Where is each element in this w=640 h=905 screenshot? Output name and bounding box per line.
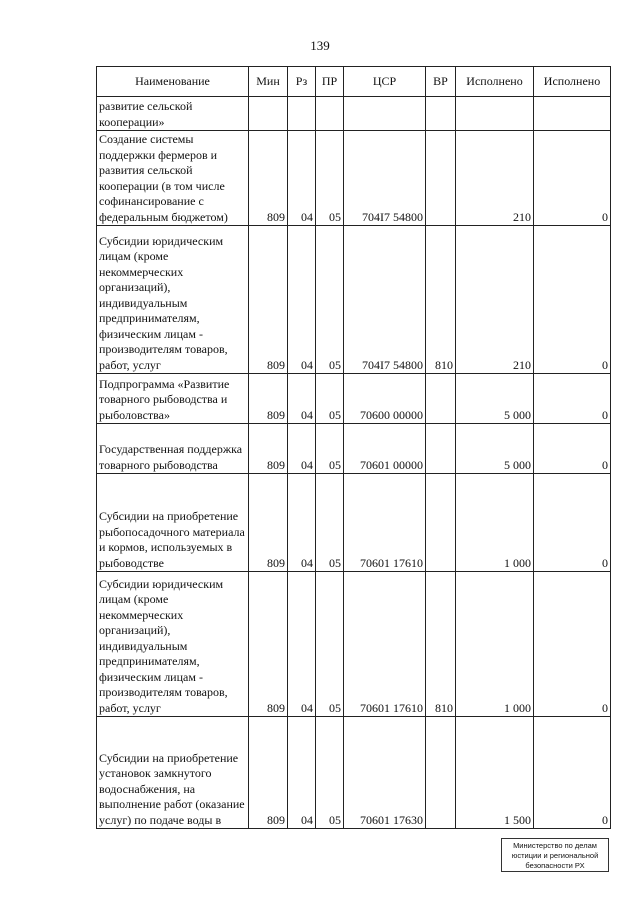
row-name: Подпрограмма «Развитие товарного рыбоводства и рыболовства» xyxy=(97,374,249,424)
row-csr: 704I7 54800 xyxy=(344,226,426,374)
row-min: 809 xyxy=(249,474,288,572)
row-min: 809 xyxy=(249,226,288,374)
row-executed-2: 0 xyxy=(534,717,611,829)
row-pr: 05 xyxy=(316,424,344,474)
row-executed-2: 0 xyxy=(534,226,611,374)
table-header-row xyxy=(97,67,611,97)
table-row xyxy=(97,97,611,131)
row-pr: 05 xyxy=(316,374,344,424)
row-csr xyxy=(344,97,426,131)
row-rz: 04 xyxy=(288,424,316,474)
row-pr: 05 xyxy=(316,226,344,374)
row-name: Субсидии на приобретение рыбопосадочного материала и кормов, используемых в рыбоводстве xyxy=(97,474,249,572)
row-csr: 70600 00000 xyxy=(344,374,426,424)
row-min: 809 xyxy=(249,572,288,717)
row-vr xyxy=(426,474,456,572)
row-rz: 04 xyxy=(288,131,316,226)
row-name: Субсидии юридическим лицам (кроме некоммерческих организаций), индивидуальным предпринимателям, физическим лицам - производителям товаров, работ, услуг xyxy=(97,226,249,374)
column-header-csr: ЦСР xyxy=(344,67,426,97)
row-executed-2 xyxy=(534,97,611,131)
row-executed-1 xyxy=(456,97,534,131)
row-rz: 04 xyxy=(288,717,316,829)
column-header-vr: ВР xyxy=(426,67,456,97)
row-pr: 05 xyxy=(316,474,344,572)
table-row xyxy=(97,572,611,717)
column-header-rz: Рз xyxy=(288,67,316,97)
table-row xyxy=(97,131,611,226)
row-executed-1: 210 xyxy=(456,226,534,374)
row-min: 809 xyxy=(249,131,288,226)
ministry-stamp xyxy=(501,838,609,872)
row-rz: 04 xyxy=(288,226,316,374)
column-header-pr: ПР xyxy=(316,67,344,97)
row-executed-2: 0 xyxy=(534,424,611,474)
table-row xyxy=(97,424,611,474)
row-min: 809 xyxy=(249,424,288,474)
row-executed-1: 1 000 xyxy=(456,474,534,572)
row-rz: 04 xyxy=(288,572,316,717)
row-name: Государственная поддержка товарного рыбоводства xyxy=(97,424,249,474)
page-number: 139 xyxy=(310,38,330,53)
row-executed-2: 0 xyxy=(534,131,611,226)
row-pr: 05 xyxy=(316,131,344,226)
row-executed-2: 0 xyxy=(534,572,611,717)
row-vr xyxy=(426,374,456,424)
table-row xyxy=(97,717,611,829)
row-executed-1: 210 xyxy=(456,131,534,226)
column-header-name: Наименование xyxy=(97,67,249,97)
row-csr: 70601 17610 xyxy=(344,474,426,572)
stamp-line: Министерство по делам xyxy=(513,841,597,850)
row-vr xyxy=(426,424,456,474)
table-row xyxy=(97,374,611,424)
row-executed-1: 5 000 xyxy=(456,374,534,424)
column-header-executed-1: Исполнено xyxy=(456,67,534,97)
row-rz: 04 xyxy=(288,474,316,572)
row-vr xyxy=(426,97,456,131)
row-pr: 05 xyxy=(316,717,344,829)
column-header-executed-2: Исполнено xyxy=(534,67,611,97)
row-vr xyxy=(426,131,456,226)
row-csr: 70601 17610 xyxy=(344,572,426,717)
row-min: 809 xyxy=(249,717,288,829)
budget-table xyxy=(96,66,611,829)
row-name: Субсидии юридическим лицам (кроме некоммерческих организаций), индивидуальным предпринимателям, физическим лицам - производителям товаров, работ, услуг xyxy=(97,572,249,717)
row-min: 809 xyxy=(249,374,288,424)
row-name: Создание системы поддержки фермеров и развития сельской кооперации (в том числе софинансирование с федеральным бюджетом) xyxy=(97,131,249,226)
row-executed-2: 0 xyxy=(534,474,611,572)
row-csr: 704I7 54800 xyxy=(344,131,426,226)
row-name: Субсидии на приобретение установок замкнутого водоснабжения, на выполнение работ (оказание услуг) по подаче воды в xyxy=(97,717,249,829)
row-pr: 05 xyxy=(316,572,344,717)
row-min xyxy=(249,97,288,131)
row-vr: 810 xyxy=(426,226,456,374)
column-header-min: Мин xyxy=(249,67,288,97)
row-rz xyxy=(288,97,316,131)
row-csr: 70601 00000 xyxy=(344,424,426,474)
row-executed-2: 0 xyxy=(534,374,611,424)
row-pr xyxy=(316,97,344,131)
stamp-line: юстиции и региональной xyxy=(511,851,599,860)
row-name: развитие сельской кооперации» xyxy=(97,97,249,131)
table-row xyxy=(97,474,611,572)
row-csr: 70601 17630 xyxy=(344,717,426,829)
stamp-line: безопасности РХ xyxy=(525,861,585,870)
table-row xyxy=(97,226,611,374)
row-vr: 810 xyxy=(426,572,456,717)
row-executed-1: 1 000 xyxy=(456,572,534,717)
row-executed-1: 5 000 xyxy=(456,424,534,474)
row-vr xyxy=(426,717,456,829)
row-rz: 04 xyxy=(288,374,316,424)
row-executed-1: 1 500 xyxy=(456,717,534,829)
